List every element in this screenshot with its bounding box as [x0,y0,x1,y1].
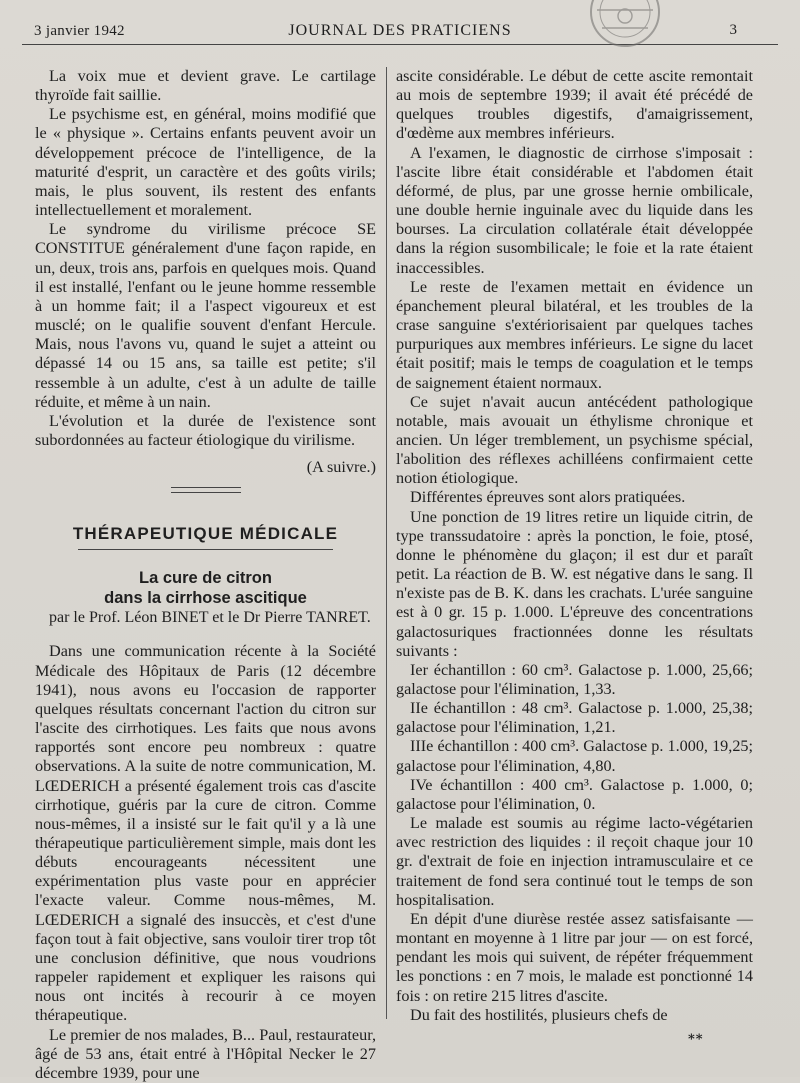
paragraph: Le premier de nos malades, B... Paul, restaurateur, âgé de 53 ans, était entré à l'Hôpital Necker le 27 décembre 1939, pour une [35,1025,376,1082]
spacer [35,627,376,642]
continuation-note: (A suivre.) [306,458,376,477]
sample-result: IIIe échantillon : 400 cm³. Galactose p. 1.000, 19,25; galactose pour l'élimination, 4,80. [396,737,753,775]
paragraph: L'évolution et la durée de l'existence sont subordonnées au facteur étiologique du virilisme. [35,411,376,449]
sample-result: IVe échantillon : 400 cm³. Galactose p. 1.000, 0; galactose pour l'élimination, 0. [396,775,753,813]
section-title: THÉRAPEUTIQUE MÉDICALE [72,524,339,544]
paragraph: Ce sujet n'avait aucun antécédent pathologique notable, mais avouait un éthylisme chronique et ancien. Un léger tremblement, un psychisme spécial, l'abolition des réflexes achilléens confirmaient cette notion étiologique. [396,392,753,488]
page-number: 3 [729,22,737,38]
sample-result: IIe échantillon : 48 cm³. Galactose p. 1.000, 25,38; galactose pour l'élimination, 1,21. [396,699,753,737]
authors: par le Prof. Léon BINET et le Dr Pierre TANRET. [49,609,371,627]
paragraph: La voix mue et devient grave. Le cartilage thyroïde fait saillie. [35,67,376,105]
decorative-double-rule [171,487,241,493]
left-column [35,67,376,1083]
journal-title: JOURNAL DES PRATICIENS [288,22,512,39]
paragraph: A l'examen, le diagnostic de cirrhose s'imposait : l'ascite libre était considérable et l'abdomen était déformé, de plus, par une grosse hernie ombilicale, une double hernie inguinale avec du liquide dans les bourses. La circulation collatérale était développée dans la région susombilicale; le foie et la rate étaient inaccessibles. [396,143,753,277]
paragraph: Le syndrome du virilisme précoce SE CONSTITUE généralement d'une façon rapide, en un, deux, trois ans, parfois en quelques mois. Quand il est installé, l'enfant ou le jeune homme ressemble à un homme fait; il a l'aspect vigoureux et est musclé; on le qualifie souvent d'enfant Hercule. Mais, nous l'avons vu, quand le sujet a atteint ou dépassé 14 ou 15 ans, sa taille est petite; s'il ressemble à un adulte, c'est à un adulte de taille réduite, et même à un nain. [35,220,376,411]
article-title-line: La cure de citron [139,569,272,588]
library-stamp-seal [567,0,663,74]
header-rule [22,44,778,45]
paragraph: Dans une communication récente à la Société Médicale des Hôpitaux de Paris (12 décembre 1941), nous avons eu l'occasion de rapporter quelques résultats concernant l'action du citron sur l'ascite des cirrhotiques. Les faits que nous avons rapportés sont encore peu nombreux : quatre observations. A la suite de notre communication, M. LŒDERICH a présenté également trois cas d'ascite cirrhotique, guéris par la cure de citron. Comme nous-mêmes, il a insisté sur le fait qu'il y a là une thérapeutique particulièrement simple, mais dont les débuts encourageants nécessitent une expérimentation plus vaste pour en apprécier l'exacte valeur. Comme nous-mêmes, M. LŒDERICH a signalé des insuccès, et c'est d'une façon tout à fait objective, sans vouloir tirer trop tôt une conclusion définitive, que nous voudrions rappeler rapidement et expliquer les raisons qui nous ont incités à recourir à ce moyen thérapeutique. [35,642,376,1025]
paragraph: Le reste de l'examen mettait en évidence un épanchement pleural bilatéral, et les troubles de la crase sanguine s'extériorisaient par quelques taches purpuriques aux membres inférieurs. Le signe du lacet était positif; mais le temps de coagulation et le temps de saignement étaient normaux. [396,277,753,392]
footer-asterisks: ** [688,1032,704,1047]
article-title-line: dans la cirrhose ascitique [104,589,307,608]
running-header [0,0,800,48]
paragraph: En dépit d'une diurèse restée assez satisfaisante — montant en moyenne à 1 litre par jour — on est forcé, pendant les mois qui suivent, de répéter fréquemment les ponctions : en 7 mois, le malade est ponctionné 14 fois : on retire 215 litres d'ascite. [396,909,753,1005]
right-column [396,67,753,1025]
paragraph: Différentes épreuves sont alors pratiquées. [410,488,686,507]
paragraph: Du fait des hostilités, plusieurs chefs de [410,1005,668,1024]
paragraph: ascite considérable. Le début de cette ascite remontait au mois de septembre 1939; il avait été précédé de quelques troubles digestifs, d'amaigrissement, d'œdème aux membres inférieurs. [396,67,753,143]
issue-date: 3 janvier 1942 [34,23,125,39]
paragraph: Le malade est soumis au régime lacto-végétarien avec restriction des liquides : il reçoit chaque jour 10 gr. d'extrait de foie en injection intramusculaire et ce traitement de fond sera continué tout le temps de son hospitalisation. [396,814,753,909]
column-divider [386,67,387,1019]
paragraph: Une ponction de 19 litres retire un liquide citrin, de type transsudatoire : après la ponction, le foie, ptosé, donne le phénomène du glaçon; il est dur et paraît petit. La réaction de B. W. est négative dans le sang. Il n'existe pas de B. K. dans les crachats. L'urée sanguine est à 0 gr. 15 p. 1.000. L'épreuve des concentrations galactosuriques fractionnées donne les résultats suivants : [396,507,753,660]
paragraph: Le psychisme est, en général, moins modifié que le « physique ». Certains enfants peuvent avoir un développement précoce de l'intelligence, de la maturité d'esprit, un caractère et des goûts virils; mais, le plus souvent, ils restent des enfants intellectuellement et moralement. [35,105,376,220]
section-rule [78,549,333,550]
sample-result: Ier échantillon : 60 cm³. Galactose p. 1.000, 25,66; galactose pour l'élimination, 1,33. [396,660,753,698]
article-title [35,568,376,608]
